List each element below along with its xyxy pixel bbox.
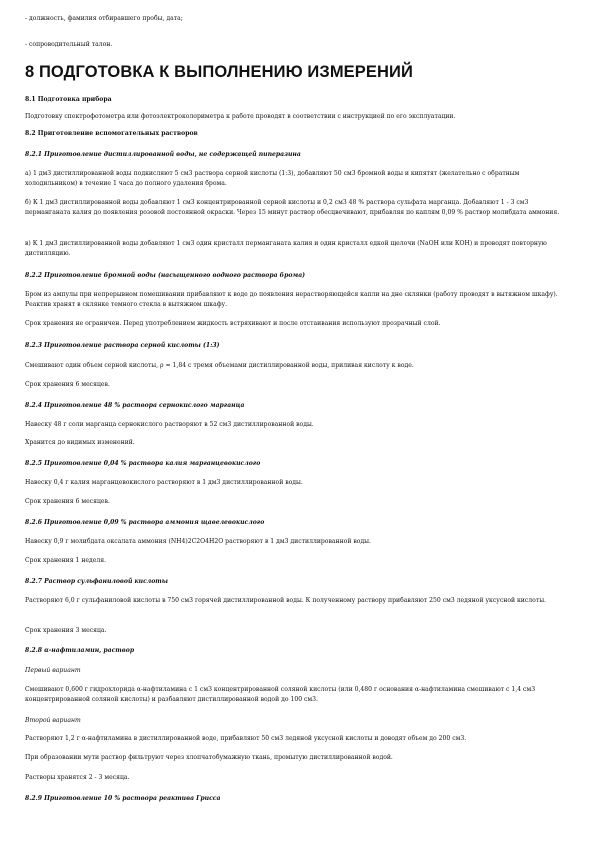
paragraph: Растворяют 1,2 г α-нафтиламина в дистиллированной воде, прибавляют 50 см3 ледяной уксусной кислоты и доводят объем до 200 см3. xyxy=(25,735,467,742)
subsection-title: 8.2.6 Приготовление 0,09 % раствора аммония щавелевокислого xyxy=(25,519,265,526)
subsection-title: 8.2.5 Приготовление 0,04 % раствора калия марганцевокислого xyxy=(25,460,261,467)
paragraph: Срок хранения 1 неделя. xyxy=(25,557,107,564)
paragraph: Смешивают один объем серной кислоты, ρ = 1,84 с тремя объемами дистиллированной воды, приливая кислоту к воде. xyxy=(25,362,414,369)
paragraph: б) К 1 дм3 дистиллированной воды добавляют 1 см3 концентрированной серной кислоты и 0,2 см3 48 % раствора сульфата марганца. Добавляют 1 - 3 см3 перманганата калия до появления розовой постоянной окраски. Через 15 минут раствор обесцвечивают, прибавляя по каплям 0,09 % раствор молибдата аммония. xyxy=(25,199,560,217)
variant-title: Второй вариант xyxy=(25,717,81,724)
list-item: - должность, фамилия отбиравшего пробы, дата; xyxy=(25,15,183,22)
paragraph: Срок хранения 6 месяцев. xyxy=(25,498,110,505)
paragraph: Срок хранения не ограничен. Перед употреблением жидкость встряхивают и после отстаивания используют прозрачный слой. xyxy=(25,320,441,327)
subsection-title: 8.2.9 Приготовление 10 % раствора реактива Грисса xyxy=(25,795,221,802)
paragraph: Растворы хранятся 2 - 3 месяца. xyxy=(25,774,130,781)
paragraph: Смешивают 0,600 г гидрохлорида α-нафтиламина с 1 см3 концентрированной соляной кислоты (или 0,480 г основания α-нафтиламина смешивают с 1,4 см3 концентрированной соляной кислоты) и разбавляют дистиллированной водой до 100 см3. xyxy=(25,686,536,704)
subsection-title: 8.2.4 Приготовление 48 % раствора сернокислого марганца xyxy=(25,402,245,409)
paragraph: Срок хранения 3 месяца. xyxy=(25,627,107,634)
paragraph: Подготовку спектрофотометра или фотоэлектроколориметра к работе проводят в соответствии с инструкцией по его эксплуатации. xyxy=(25,113,456,120)
paragraph: а) 1 дм3 дистиллированной воды подкисляют 5 см3 раствора серной кислоты (1:3), добавляют 50 см3 бромной воды и кипятят (желательно с обратным холодильником) в течение 1 часа до полного удаления брома. xyxy=(25,170,520,188)
paragraph: Хранится до видимых изменений. xyxy=(25,439,135,446)
paragraph: Навеску 0,9 г молибдата оксалата аммония (NH4)2C2O4H2O растворяют в 1 дм3 дистиллированной воды. xyxy=(25,538,371,545)
section-title: 8.2 Приготовление вспомогательных растворов xyxy=(25,130,198,137)
paragraph: Навеску 48 г соли марганца сернокислого растворяют в 52 см3 дистиллированной воды. xyxy=(25,421,314,428)
subsection-title: 8.2.8 α-нафтиламин, раствор xyxy=(25,647,135,654)
list-item: - сопроводительный талон. xyxy=(25,41,113,48)
subsection-title: 8.2.2 Приготовление бромной воды (насыщенного водного раствора брома) xyxy=(25,272,306,279)
paragraph: Срок хранения 6 месяцев. xyxy=(25,381,110,388)
paragraph: Растворяют 6,0 г сульфаниловой кислоты в 750 см3 горячей дистиллированной воды. К полученному раствору прибавляют 250 см3 ледяной уксусной кислоты. xyxy=(25,597,546,604)
subsection-title: 8.2.7 Раствор сульфаниловой кислоты xyxy=(25,578,168,585)
paragraph: Бром из ампулы при непрерывном помешивании прибавляют к воде до появления нерастворяющейся капли на дне склянки (работу проводят в вытяжном шкафу). Реактив хранят в склянке темного стекла в вытяжном шкафу. xyxy=(25,291,558,309)
section-title: 8.1 Подготовка прибора xyxy=(25,96,112,103)
paragraph: При образовании мути раствор фильтруют через хлопчатобумажную ткань, промытую дистиллированной водой. xyxy=(25,754,393,761)
subsection-title: 8.2.3 Приготовление раствора серной кислоты (1:3) xyxy=(25,342,220,349)
paragraph: Навеску 0,4 г калия марганцевокислого растворяют в 1 дм3 дистиллированной воды. xyxy=(25,479,303,486)
subsection-title: 8.2.1 Приготовление дистиллированной воды, не содержащей пиперазина xyxy=(25,151,301,158)
variant-title: Первый вариант xyxy=(25,667,81,674)
page-heading: 8 ПОДГОТОВКА К ВЫПОЛНЕНИЮ ИЗМЕРЕНИЙ xyxy=(25,63,413,81)
paragraph: в) К 1 дм3 дистиллированной воды добавляют 1 см3 один кристалл перманганата калия и один кристалл едкой щелочи (NaOH или КОН) и проводят повторную дистилляцию. xyxy=(25,240,547,258)
